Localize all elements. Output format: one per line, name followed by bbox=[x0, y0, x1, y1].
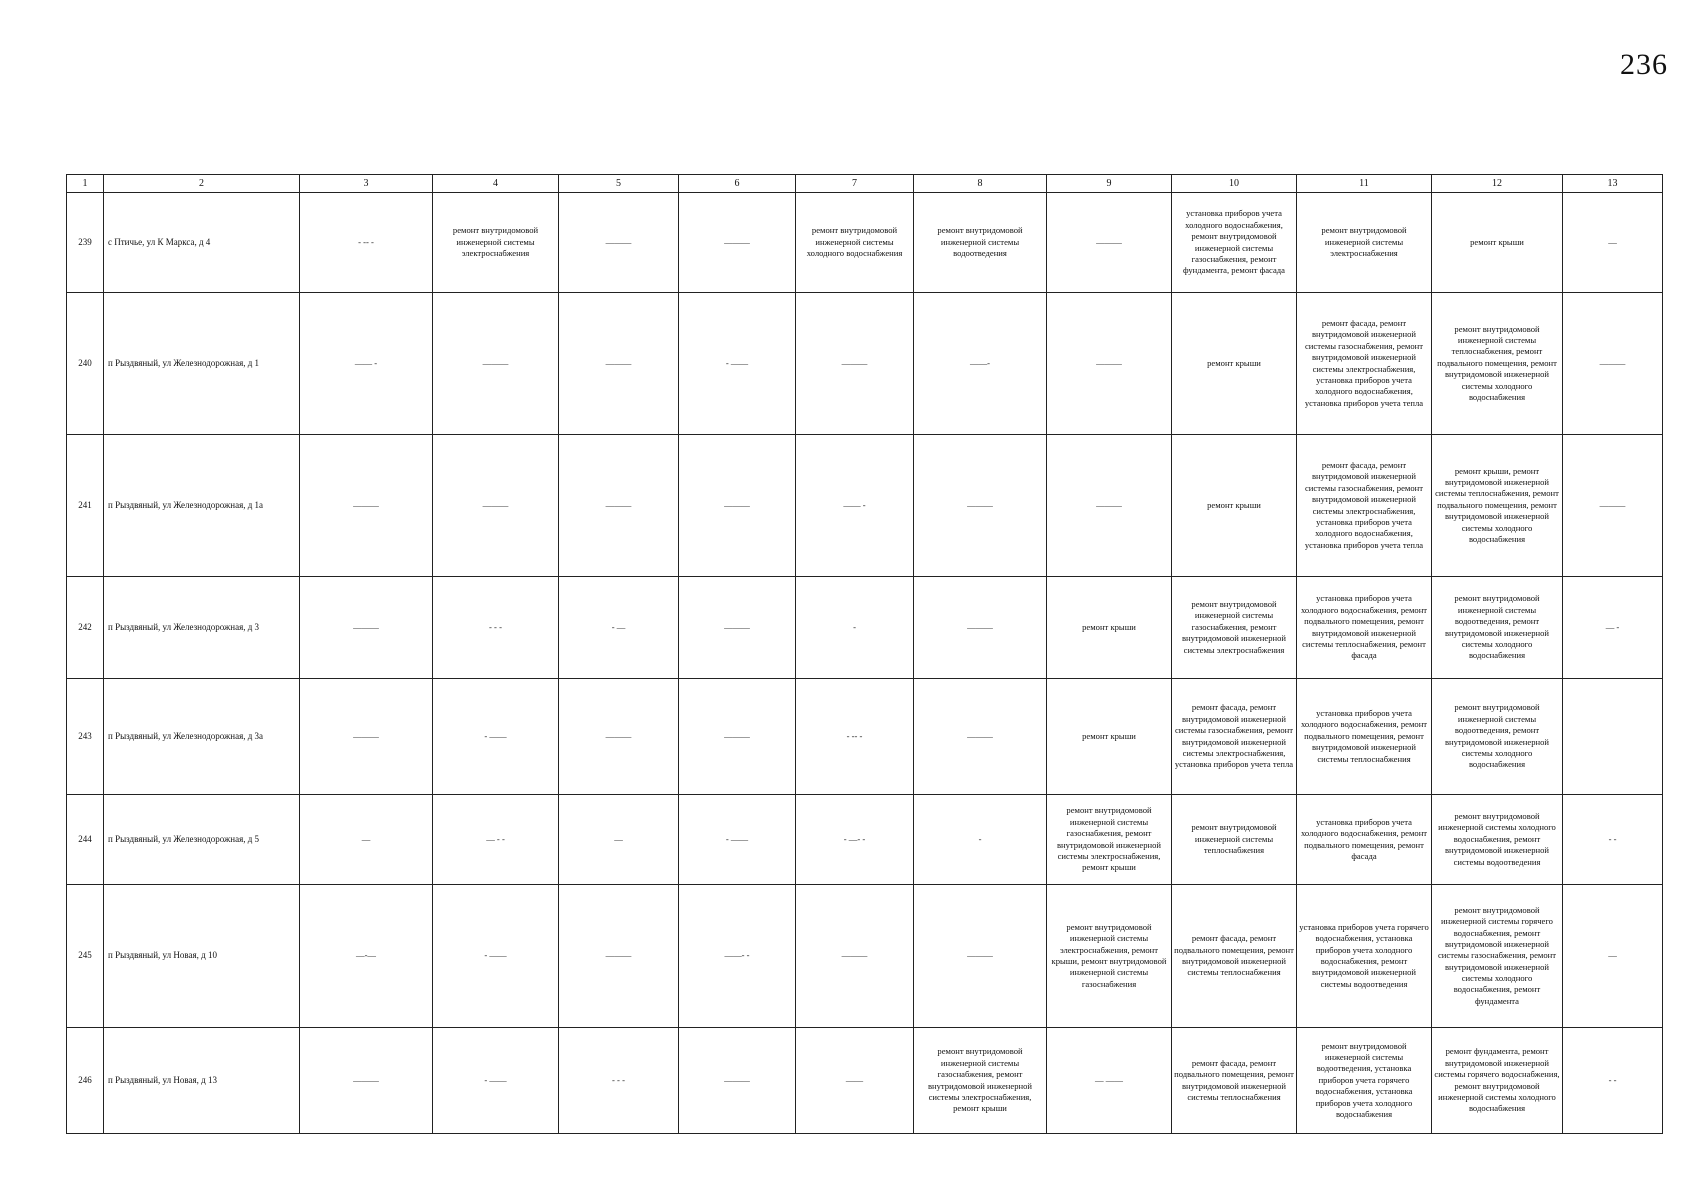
work-cell: - - - bbox=[559, 1028, 679, 1134]
work-cell: ——— bbox=[300, 577, 433, 679]
work-cell: —— bbox=[796, 1028, 914, 1134]
work-cell: ремонт фундамента, ремонт внутридомовой инженерной системы горячего водоснабжения, ремонт внутридомовой инженерной системы холодного водоснабжения bbox=[1432, 1028, 1563, 1134]
work-cell: установка приборов учета холодного водоснабжения, ремонт подвального помещения, ремонт фасада bbox=[1297, 795, 1432, 885]
work-cell: установка приборов учета горячего водоснабжения, установка приборов учета холодного водоснабжения, ремонт внутридомовой инженерной системы водоотведения bbox=[1297, 885, 1432, 1028]
work-cell: ——— bbox=[300, 435, 433, 577]
work-cell: - -- - bbox=[796, 679, 914, 795]
work-cell: ——— bbox=[914, 885, 1047, 1028]
work-cell: —— - bbox=[796, 435, 914, 577]
table-row bbox=[67, 885, 1663, 1028]
address-cell: п Рыздвяный, ул Железнодорожная, д 3а bbox=[104, 679, 300, 795]
work-cell: ремонт крыши bbox=[1047, 577, 1172, 679]
work-cell: ——— bbox=[559, 885, 679, 1028]
work-cell: ——— bbox=[679, 577, 796, 679]
work-cell: ремонт внутридомовой инженерной системы теплоснабжения, ремонт подвального помещения, ремонт внутридомовой инженерной системы холодного водоснабжения bbox=[1432, 293, 1563, 435]
column-header: 1 bbox=[67, 175, 104, 193]
work-cell: - —— bbox=[679, 795, 796, 885]
row-number-cell: 241 bbox=[67, 435, 104, 577]
table-row bbox=[67, 293, 1663, 435]
work-cell: — bbox=[300, 795, 433, 885]
table-row bbox=[67, 193, 1663, 293]
work-cell: - - bbox=[1563, 1028, 1663, 1134]
work-cell: ——— bbox=[559, 435, 679, 577]
work-cell: ремонт крыши bbox=[1047, 679, 1172, 795]
work-cell: - - - bbox=[433, 577, 559, 679]
work-cell: - —— bbox=[433, 885, 559, 1028]
work-cell: ——— bbox=[914, 577, 1047, 679]
column-header: 12 bbox=[1432, 175, 1563, 193]
column-header: 9 bbox=[1047, 175, 1172, 193]
work-cell: ремонт внутридомовой инженерной системы электроснабжения bbox=[433, 193, 559, 293]
work-cell: - — bbox=[559, 577, 679, 679]
row-number-cell: 242 bbox=[67, 577, 104, 679]
work-cell: ——— bbox=[1563, 293, 1663, 435]
column-header: 4 bbox=[433, 175, 559, 193]
work-cell: ремонт внутридомовой инженерной системы газоснабжения, ремонт внутридомовой инженерной системы электроснабжения, ремонт крыши bbox=[914, 1028, 1047, 1134]
work-cell: — bbox=[1563, 885, 1663, 1028]
work-cell: ——— bbox=[433, 435, 559, 577]
address-cell: п Рыздвяный, ул Железнодорожная, д 3 bbox=[104, 577, 300, 679]
table-row bbox=[67, 435, 1663, 577]
column-number-row bbox=[67, 175, 1663, 193]
row-number-cell: 244 bbox=[67, 795, 104, 885]
table-row bbox=[67, 795, 1663, 885]
work-cell: ремонт крыши bbox=[1172, 293, 1297, 435]
work-cell: — —— bbox=[1047, 1028, 1172, 1134]
column-header: 11 bbox=[1297, 175, 1432, 193]
work-cell: — - - bbox=[433, 795, 559, 885]
address-cell: п Рыздвяный, ул Новая, д 13 bbox=[104, 1028, 300, 1134]
work-cell: ремонт крыши bbox=[1432, 193, 1563, 293]
address-cell: с Птичье, ул К Маркса, д 4 bbox=[104, 193, 300, 293]
work-cell: ——— bbox=[679, 193, 796, 293]
column-header: 6 bbox=[679, 175, 796, 193]
work-cell: ——— bbox=[679, 679, 796, 795]
work-cell: установка приборов учета холодного водоснабжения, ремонт подвального помещения, ремонт внутридомовой инженерной системы теплоснабжения, ремонт фасада bbox=[1297, 577, 1432, 679]
work-cell: ——— bbox=[300, 1028, 433, 1134]
work-cell: ——— bbox=[914, 679, 1047, 795]
work-cell: ——— bbox=[300, 679, 433, 795]
work-cell: ремонт внутридомовой инженерной системы теплоснабжения bbox=[1172, 795, 1297, 885]
work-cell: - -- - bbox=[300, 193, 433, 293]
row-number-cell: 246 bbox=[67, 1028, 104, 1134]
address-cell: п Рыздвяный, ул Новая, д 10 bbox=[104, 885, 300, 1028]
work-cell: ремонт внутридомовой инженерной системы электроснабжения, ремонт крыши, ремонт внутридомовой инженерной системы газоснабжения bbox=[1047, 885, 1172, 1028]
work-cell: ——— bbox=[559, 293, 679, 435]
column-header: 5 bbox=[559, 175, 679, 193]
column-header: 2 bbox=[104, 175, 300, 193]
work-cell: ——— bbox=[679, 1028, 796, 1134]
work-cell: ——— bbox=[559, 193, 679, 293]
work-cell: - —— bbox=[433, 679, 559, 795]
work-cell: — bbox=[559, 795, 679, 885]
row-number-cell: 245 bbox=[67, 885, 104, 1028]
work-cell: ——— bbox=[433, 293, 559, 435]
column-header: 13 bbox=[1563, 175, 1663, 193]
work-cell: ремонт фасада, ремонт внутридомовой инженерной системы газоснабжения, ремонт внутридомовой инженерной системы электроснабжения, установка приборов учета холодного водоснабжения, установка приборов учета тепла bbox=[1297, 435, 1432, 577]
work-cell: установка приборов учета холодного водоснабжения, ремонт внутридомовой инженерной системы газоснабжения, ремонт фундамента, ремонт фасада bbox=[1172, 193, 1297, 293]
work-cell: — - bbox=[1563, 577, 1663, 679]
row-number-cell: 240 bbox=[67, 293, 104, 435]
work-cell: ремонт внутридомовой инженерной системы холодного водоснабжения, ремонт внутридомовой инженерной системы водоотведения bbox=[1432, 795, 1563, 885]
table-row bbox=[67, 577, 1663, 679]
work-cell: ——— bbox=[796, 885, 914, 1028]
work-cell: ——- - bbox=[679, 885, 796, 1028]
work-cell bbox=[1563, 679, 1663, 795]
address-cell: п Рыздвяный, ул Железнодорожная, д 1а bbox=[104, 435, 300, 577]
work-cell: - —— bbox=[679, 293, 796, 435]
work-cell: ——- bbox=[914, 293, 1047, 435]
row-number-cell: 239 bbox=[67, 193, 104, 293]
work-cell: ремонт внутридомовой инженерной системы водоотведения, ремонт внутридомовой инженерной системы холодного водоснабжения bbox=[1432, 577, 1563, 679]
work-cell: ——— bbox=[559, 679, 679, 795]
column-header: 3 bbox=[300, 175, 433, 193]
work-cell: —-— bbox=[300, 885, 433, 1028]
work-cell: - bbox=[796, 577, 914, 679]
work-cell: ремонт фасада, ремонт подвального помещения, ремонт внутридомовой инженерной системы теплоснабжения bbox=[1172, 885, 1297, 1028]
row-number-cell: 243 bbox=[67, 679, 104, 795]
work-cell: ремонт внутридомовой инженерной системы водоотведения, установка приборов учета горячего водоснабжения, установка приборов учета холодного водоснабжения bbox=[1297, 1028, 1432, 1134]
work-cell: ——— bbox=[1047, 435, 1172, 577]
work-cell: ремонт внутридомовой инженерной системы горячего водоснабжения, ремонт внутридомовой инженерной системы газоснабжения, ремонт внутридомовой инженерной системы холодного водоснабжения, ремонт фундамента bbox=[1432, 885, 1563, 1028]
work-cell: ремонт крыши bbox=[1172, 435, 1297, 577]
address-cell: п Рыздвяный, ул Железнодорожная, д 5 bbox=[104, 795, 300, 885]
work-cell: ремонт внутридомовой инженерной системы газоснабжения, ремонт внутридомовой инженерной системы электроснабжения bbox=[1172, 577, 1297, 679]
work-cell: - —— bbox=[433, 1028, 559, 1134]
work-cell: ремонт фасада, ремонт внутридомовой инженерной системы газоснабжения, ремонт внутридомовой инженерной системы электроснабжения, установка приборов учета холодного водоснабжения, установка приборов учета тепла bbox=[1297, 293, 1432, 435]
work-cell: установка приборов учета холодного водоснабжения, ремонт подвального помещения, ремонт внутридомовой инженерной системы теплоснабжения bbox=[1297, 679, 1432, 795]
work-cell: ——— bbox=[1047, 193, 1172, 293]
work-cell: ——— bbox=[914, 435, 1047, 577]
work-cell: —— - bbox=[300, 293, 433, 435]
work-cell: - bbox=[914, 795, 1047, 885]
repair-plan-table bbox=[66, 174, 1663, 1134]
address-cell: п Рыздвяный, ул Железнодорожная, д 1 bbox=[104, 293, 300, 435]
work-cell: ремонт крыши, ремонт внутридомовой инженерной системы теплоснабжения, ремонт подвального помещения, ремонт внутридомовой инженерной системы холодного водоснабжения bbox=[1432, 435, 1563, 577]
work-cell: ремонт фасада, ремонт подвального помещения, ремонт внутридомовой инженерной системы теплоснабжения bbox=[1172, 1028, 1297, 1134]
work-cell: ——— bbox=[1563, 435, 1663, 577]
work-cell: ремонт внутридомовой инженерной системы электроснабжения bbox=[1297, 193, 1432, 293]
work-cell: ремонт внутридомовой инженерной системы газоснабжения, ремонт внутридомовой инженерной системы электроснабжения, ремонт крыши bbox=[1047, 795, 1172, 885]
table-row bbox=[67, 679, 1663, 795]
work-cell: — bbox=[1563, 193, 1663, 293]
work-cell: ремонт внутридомовой инженерной системы холодного водоснабжения bbox=[796, 193, 914, 293]
work-cell: ——— bbox=[1047, 293, 1172, 435]
work-cell: ——— bbox=[679, 435, 796, 577]
work-cell: - - bbox=[1563, 795, 1663, 885]
work-cell: - —- - bbox=[796, 795, 914, 885]
page-number: 236 bbox=[1620, 48, 1668, 81]
work-cell: ремонт внутридомовой инженерной системы водоотведения bbox=[914, 193, 1047, 293]
column-header: 10 bbox=[1172, 175, 1297, 193]
column-header: 7 bbox=[796, 175, 914, 193]
table-row bbox=[67, 1028, 1663, 1134]
column-header: 8 bbox=[914, 175, 1047, 193]
work-cell: ——— bbox=[796, 293, 914, 435]
work-cell: ремонт внутридомовой инженерной системы водоотведения, ремонт внутридомовой инженерной системы холодного водоснабжения bbox=[1432, 679, 1563, 795]
work-cell: ремонт фасада, ремонт внутридомовой инженерной системы газоснабжения, ремонт внутридомовой инженерной системы электроснабжения, установка приборов учета тепла bbox=[1172, 679, 1297, 795]
